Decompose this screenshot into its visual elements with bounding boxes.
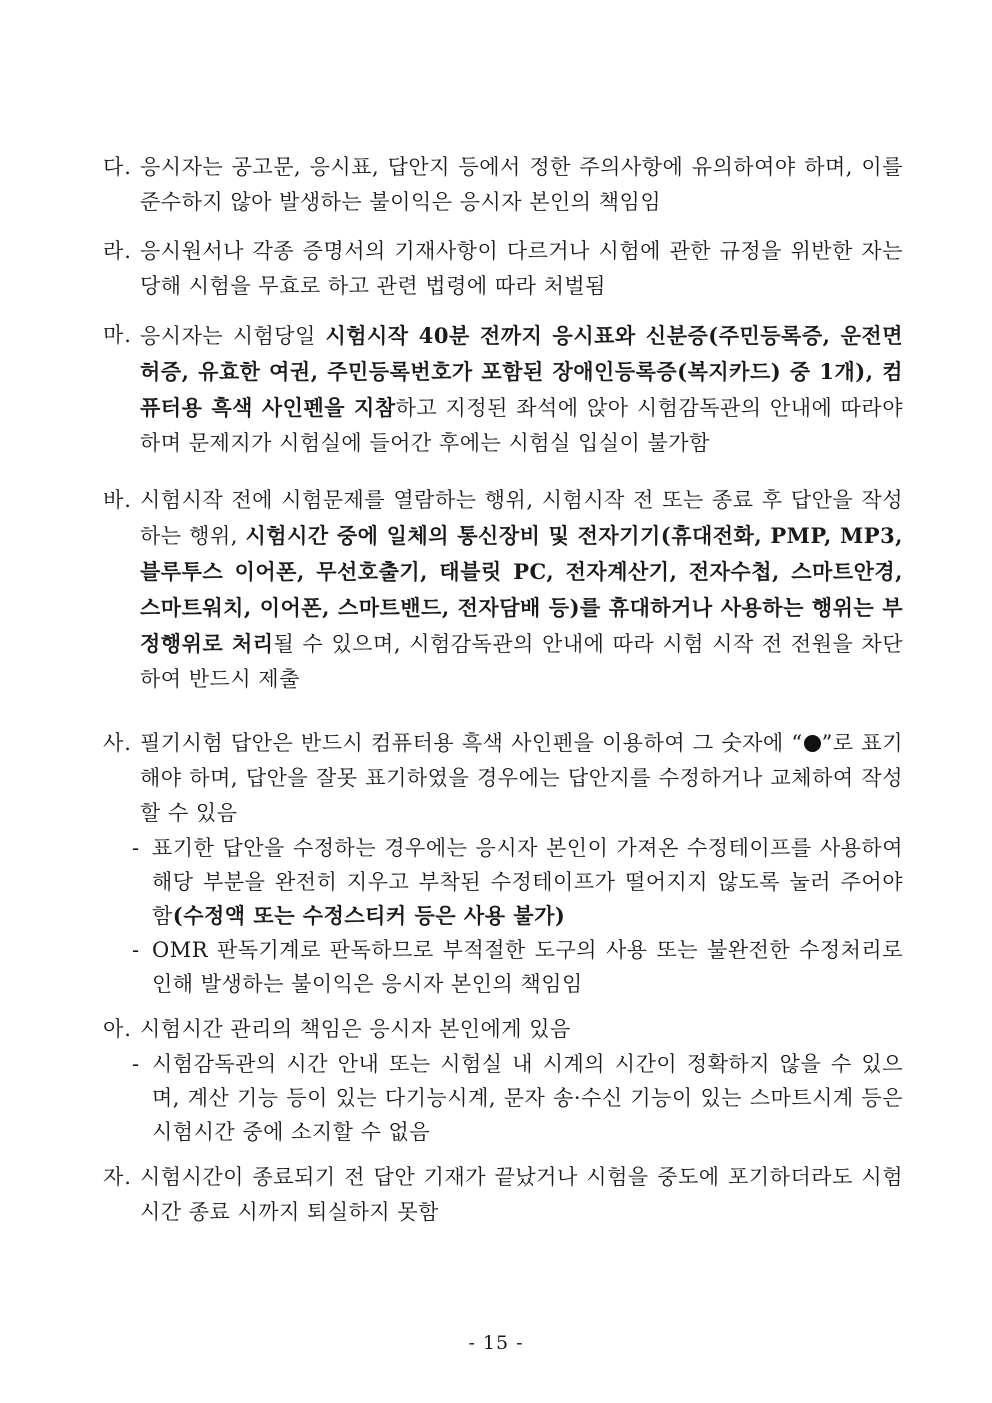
sub-item-dash: - [132, 836, 140, 860]
emphasis-text: (수정액 또는 수정스티커 등은 사용 불가) [172, 903, 566, 928]
notice-item-a [103, 1012, 903, 1149]
text-run: 표기한 답안을 수정하는 경우에는 응시자 본인이 가져온 수정테이프를 사용하여 해당 부분을 완전히 지우고 부착된 수정테이프가 떨어지지 않도록 눌러 주어야 함 [152, 836, 903, 928]
item-marker: 사. [103, 731, 132, 755]
item-text [140, 234, 903, 304]
item-marker: 라. [103, 239, 132, 263]
item-marker: 바. [103, 488, 132, 512]
text-run: ”로 표기해야 하며, 답안을 잘못 표기하였을 경우에는 답안지를 수정하거나 교체하여 작성할 수 있음 [140, 731, 903, 825]
sub-item-dash: - [132, 1052, 140, 1076]
text-run: OMR 판독기계로 판독하므로 부적절한 도구의 사용 또는 불완전한 수정처리로 인해 발생하는 불이익은 응시자 본인의 책임임 [152, 938, 903, 996]
text-run: 응시원서나 각종 증명서의 기재사항이 다르거나 시험에 관한 규정을 위반한 자는 당해 시험을 무효로 하고 관련 법령에 따라 처벌됨 [140, 239, 903, 298]
notice-item-ja [103, 1160, 903, 1230]
notice-item-ma [103, 318, 903, 461]
sub-item-text [152, 933, 903, 1001]
text-run: 응시자는 공고문, 응시표, 답안지 등에서 정한 주의사항에 유의하여야 하며, 이를 준수하지 않아 발생하는 불이익은 응시자 본인의 책임임 [140, 155, 903, 214]
item-marker: 자. [103, 1165, 132, 1189]
text-run: 응시자는 시험당일 [140, 324, 326, 348]
text-run: 시험시작 전에 시험문제를 열람하는 행위, 시험시작 전 또는 종료 후 답안을 작성하는 행위, [140, 488, 903, 548]
text-run: 시험시간 관리의 책임은 응시자 본인에게 있음 [140, 1017, 571, 1041]
item-text [140, 150, 903, 220]
sub-item-text [152, 831, 903, 933]
text-run: 시험시간이 종료되기 전 답안 기재가 끝났거나 시험을 중도에 포기하더라도 시험시간 종료 시까지 퇴실하지 못함 [140, 1165, 903, 1224]
item-text [140, 318, 903, 461]
text-run: 될 수 있으며, 시험감독관의 안내에 따라 시험 시작 전 전원을 차단하여 반드시 제출 [140, 632, 903, 691]
item-marker: 아. [103, 1017, 132, 1041]
notice-item-ra [103, 234, 903, 304]
notice-item-sa [103, 726, 903, 1001]
sub-item-dash: - [132, 938, 140, 962]
emphasis-text: 시험시간 중에 일체의 통신장비 및 전자기기(휴대전화, PMP, MP3, 블루투스 이어폰, 무선호출기, 태블릿 PC, 전자계산기, 전자수첩, 스마트안경, 스마트워치, 이어폰, 스마트밴드, 전자담배 등)를 휴대하거나 사용하는 행위는 부정행위로 처리 [140, 523, 903, 656]
item-text [140, 1160, 903, 1230]
filled-circle-icon [804, 735, 821, 752]
text-run: 필기시험 답안은 반드시 컴퓨터용 흑색 사인펜을 이용하여 그 숫자에 “ [140, 731, 803, 755]
item-text [140, 1012, 903, 1047]
item-text [140, 726, 903, 831]
sub-item [132, 933, 903, 1001]
notice-item-ba [103, 483, 903, 697]
text-run: 시험감독관의 시간 안내 또는 시험실 내 시계의 시간이 정확하지 않을 수 있으며, 계산 기능 등이 있는 다기능시계, 문자 송·수신 기능이 있는 스마트시계 등은 시험시간 중에 소지할 수 없음 [152, 1052, 903, 1144]
page-number: - 15 - [468, 1332, 524, 1354]
sub-item-text [152, 1047, 903, 1149]
item-marker: 마. [103, 323, 132, 347]
text-run: 하고 지정된 좌석에 앉아 시험감독관의 안내에 따라야 하며 문제지가 시험실에 들어간 후에는 시험실 입실이 불가함 [140, 396, 903, 455]
sub-item [132, 1047, 903, 1149]
sub-item [132, 831, 903, 933]
item-marker: 다. [103, 155, 132, 179]
emphasis-text: 시험시작 40분 전까지 응시표와 신분증(주민등록증, 운전면허증, 유효한 여권, 주민등록번호가 포함된 장애인등록증(복지카드) 중 1개), 컴퓨터용 흑색 사인펜을 지참 [140, 323, 904, 420]
item-text [140, 483, 903, 697]
notice-item-da [103, 150, 903, 220]
